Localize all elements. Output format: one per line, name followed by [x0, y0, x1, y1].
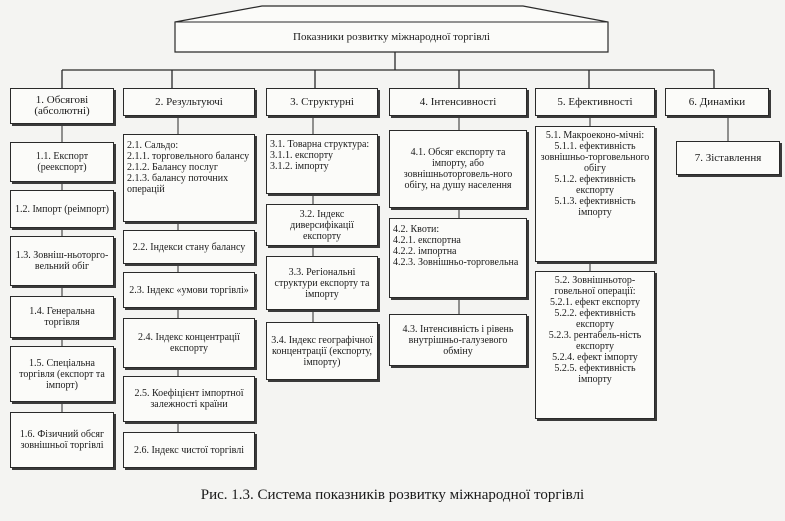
- item-3-1-2: 3.1.2. імпорту: [270, 161, 329, 172]
- item-5-2-5: 5.2.5. ефективність імпорту: [554, 363, 636, 385]
- column-1-header: 1. Обсягові (абсолютні): [10, 88, 114, 124]
- column-5-header: 5. Ефективності: [535, 88, 655, 116]
- item-5-1-1: 5.1.1. ефективність зовнішньо-торговельного обігу: [540, 141, 650, 174]
- column-4-header: 4. Інтенсивності: [389, 88, 527, 116]
- item-1-5: 1.5. Спеціальна торгівля (експорт та імпорт): [10, 346, 114, 402]
- item-2-1-1: 2.1.1. торговельного балансу: [127, 151, 250, 162]
- item-7: 7. Зіставлення: [676, 141, 780, 175]
- column-6-header: 6. Динаміки: [665, 88, 769, 116]
- item-2-3: 2.3. Індекс «умови торгівлі»: [123, 272, 255, 308]
- item-5-2-line: 5.2. Зовнішньотор-говельної операції:: [554, 275, 636, 297]
- item-3-1: [266, 134, 378, 194]
- item-2-1-3: 2.1.3. балансу поточних операцій: [127, 173, 229, 195]
- item-4-2-line: 4.2. Квоти:: [393, 224, 440, 235]
- item-5-2-2: 5.2.2. ефективність експорту: [554, 308, 636, 330]
- item-3-1-line: 3.1. Товарна структура:: [270, 139, 370, 150]
- item-2-4: 2.4. Індекс концентрації експорту: [123, 318, 255, 368]
- item-3-3: 3.3. Регіональні структури експорту та імпорту: [266, 256, 378, 310]
- item-1-6: 1.6. Фізичний обсяг зовнішньої торгівлі: [10, 412, 114, 468]
- item-2-1: [123, 134, 255, 222]
- column-3-header: 3. Структурні: [266, 88, 378, 116]
- item-5-2-3: 5.2.3. рентабель-ність експорту: [548, 330, 642, 352]
- column-2-header: 2. Результуючі: [123, 88, 255, 116]
- item-4-2-2: 4.2.2. імпортна: [393, 246, 457, 257]
- item-5-2-4: 5.2.4. ефект імпорту: [552, 352, 638, 363]
- item-2-1-2: 2.1.2. Балансу послуг: [127, 162, 218, 173]
- item-1-3: 1.3. Зовніш-ньоторго-вельний обіг: [10, 236, 114, 286]
- item-3-2: 3.2. Індекс диверсифікації експорту: [266, 204, 378, 246]
- item-5-1-line: 5.1. Макроеконо-мічні:: [545, 130, 645, 141]
- item-4-2-1: 4.2.1. експортна: [393, 235, 461, 246]
- item-1-4: 1.4. Генеральна торгівля: [10, 296, 114, 338]
- item-2-1-line: 2.1. Сальдо:: [127, 140, 179, 151]
- item-4-2-3: 4.2.3. Зовнішньо-торговельна: [393, 257, 519, 268]
- item-2-5: 2.5. Коефіцієнт імпортної залежності країни: [123, 376, 255, 422]
- item-5-1-2: 5.1.2. ефективність експорту: [554, 174, 636, 196]
- item-4-3: 4.3. Інтенсивність і рівень внутрішньо-галузевого обміну: [389, 314, 527, 366]
- item-1-2: 1.2. Імпорт (реімпорт): [10, 190, 114, 228]
- item-2-2: 2.2. Індекси стану балансу: [123, 230, 255, 264]
- item-5-1-3: 5.1.3. ефективність імпорту: [554, 196, 636, 218]
- figure-caption: Рис. 1.3. Система показників розвитку міжнародної торгівлі: [200, 487, 585, 503]
- item-5-1: [535, 126, 655, 262]
- item-4-2: [389, 218, 527, 298]
- item-1-1: 1.1. Експорт (реекспорт): [10, 142, 114, 182]
- item-3-4: 3.4. Індекс географічної концентрації (експорту, імпорту): [266, 322, 378, 380]
- item-5-2: [535, 271, 655, 419]
- item-2-6: 2.6. Індекс чистої торгівлі: [123, 432, 255, 468]
- item-3-1-1: 3.1.1. експорту: [270, 150, 333, 161]
- item-5-2-1: 5.2.1. ефект експорту: [549, 297, 641, 308]
- item-4-1: 4.1. Обсяг експорту та імпорту, або зовнішньоторговель-ного обігу, на душу населення: [389, 130, 527, 208]
- diagram-title: Показники розвитку міжнародної торгівлі: [293, 30, 490, 43]
